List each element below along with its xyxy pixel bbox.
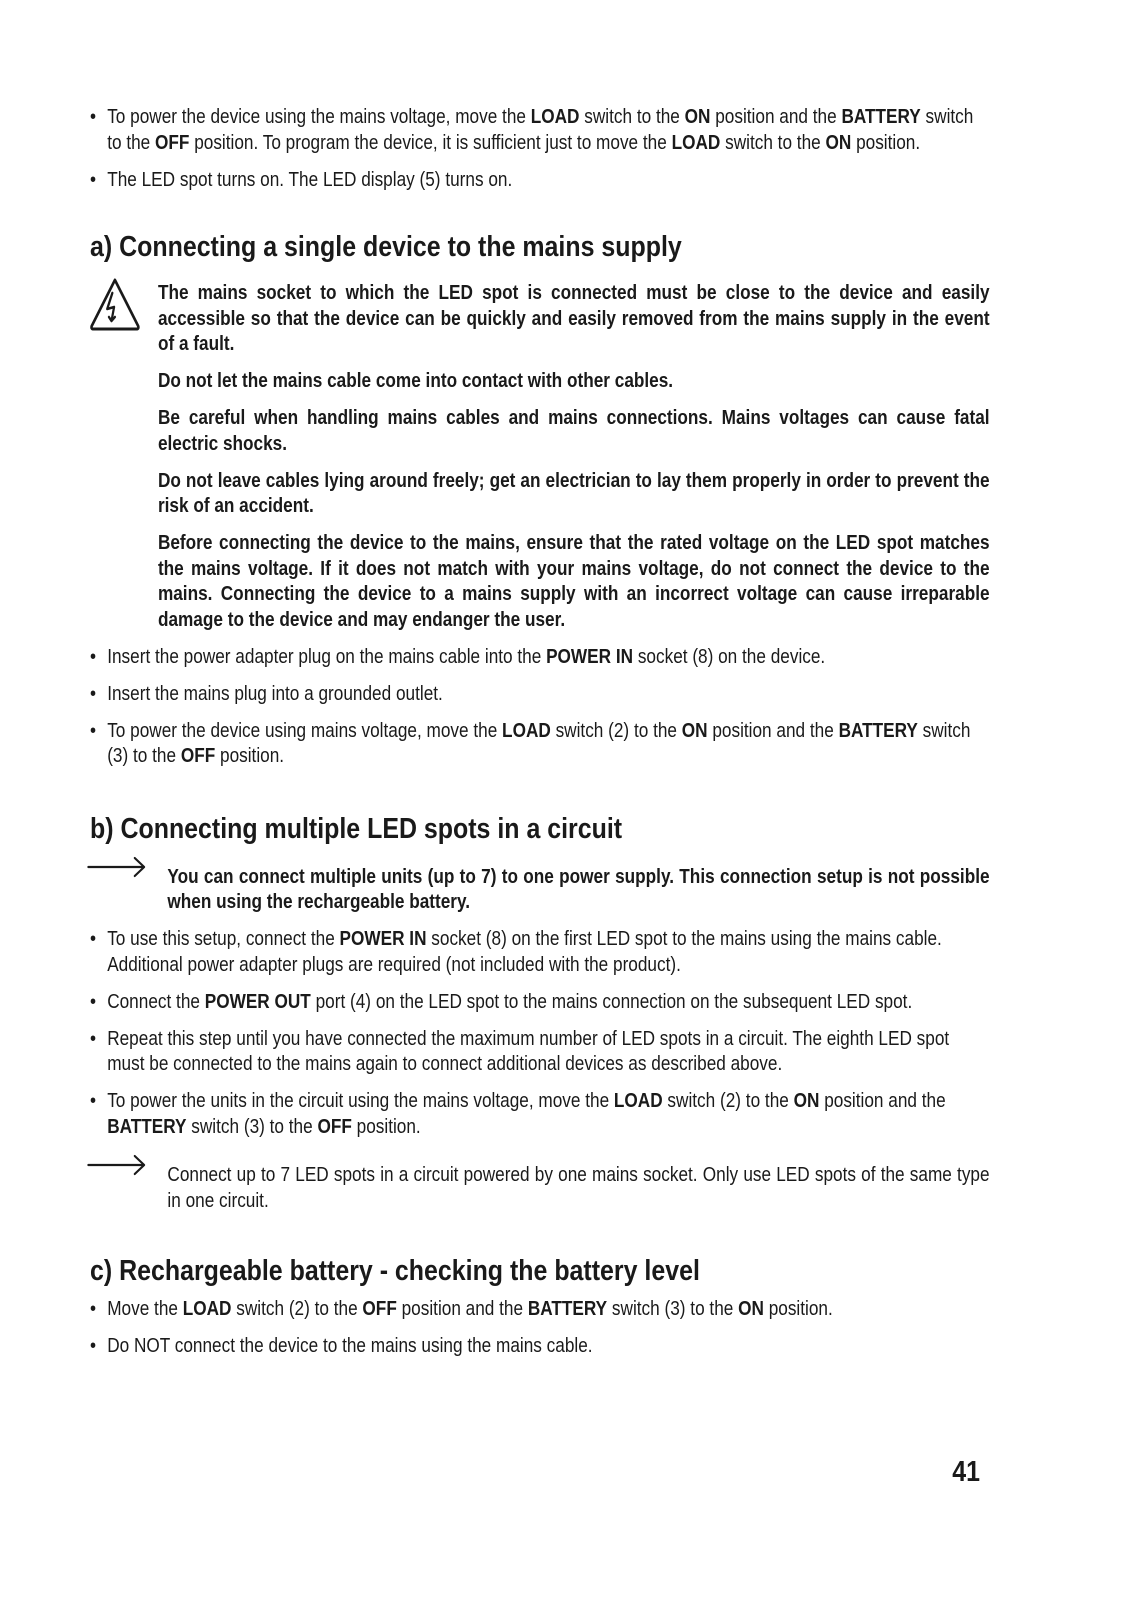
- list-item: • Insert the mains plug into a grounded outlet.: [90, 682, 990, 708]
- arrow-right-icon: [87, 1153, 147, 1177]
- section-heading-c: c) Rechargeable battery - checking the battery level: [90, 1255, 700, 1287]
- manual-page: [90, 105, 990, 1371]
- warning-text: Do not let the mains cable come into contact with other cables.: [157, 370, 674, 392]
- list-item: • To power the device using mains voltage, move the LOAD switch (2) to the ON position and the BATTERY switch (3) to the OFF position.: [90, 719, 990, 770]
- note-block: [90, 1163, 990, 1214]
- note-block: [90, 865, 990, 916]
- warning-text: Do not leave cables lying around freely; get an electrician to lay them properly in order to prevent the risk of an accident.: [157, 469, 990, 517]
- page-number: 41: [952, 1456, 980, 1488]
- note-text: You can connect multiple units (up to 7) to one power supply. This connection setup is not possible when using the rechargeable battery.: [167, 865, 990, 913]
- list-item: • Repeat this step until you have connected the maximum number of LED spots in a circuit. The eighth LED spot must be connected to the mains again to connect additional devices as described above.: [90, 1027, 990, 1078]
- list-item: • To use this setup, connect the POWER IN socket (8) on the first LED spot to the mains using the mains cable. Additional power adapter plugs are required (not included with the product).: [90, 927, 990, 978]
- list-item: • The LED spot turns on. The LED display (5) turns on.: [90, 168, 990, 194]
- warning-block: [90, 281, 990, 633]
- list-item: • Insert the power adapter plug on the mains cable into the POWER IN socket (8) on the device.: [90, 645, 990, 671]
- list-item: • Connect the POWER OUT port (4) on the LED spot to the mains connection on the subsequent LED spot.: [90, 990, 990, 1016]
- note-text: Connect up to 7 LED spots in a circuit powered by one mains socket. Only use LED spots of the same type in one circuit.: [167, 1164, 990, 1212]
- section-heading-a: a) Connecting a single device to the mains supply: [90, 231, 682, 263]
- section-heading-b: b) Connecting multiple LED spots in a circuit: [90, 812, 623, 845]
- warning-text: Before connecting the device to the mains, ensure that the rated voltage on the LED spot matches the mains voltage. If it does not match with your mains voltage, do not connect the device to the mains. Connecting the device to a mains supply with an incorrect voltage can cause irreparable damage to the device and may endanger the user.: [157, 532, 990, 631]
- warning-text: The mains socket to which the LED spot is connected must be close to the device and easily accessible so that the device can be quickly and easily removed from the mains supply in the event of a fault.: [157, 282, 990, 355]
- page-content: [90, 105, 990, 1360]
- arrow-right-icon: [87, 855, 147, 879]
- list-item: • To power the device using the mains voltage, move the LOAD switch to the ON position and the BATTERY switch to the OFF position. To program the device, it is sufficient just to move the LOAD switch to the ON position.: [90, 105, 990, 156]
- electric-hazard-icon: [88, 276, 141, 332]
- list-item: • Do NOT connect the device to the mains using the mains cable.: [90, 1334, 990, 1360]
- list-item: • To power the units in the circuit using the mains voltage, move the LOAD switch (2) to the ON position and the BATTERY switch (3) to the OFF position.: [90, 1089, 990, 1140]
- list-item: • Move the LOAD switch (2) to the OFF position and the BATTERY switch (3) to the ON position.: [90, 1297, 990, 1323]
- warning-text: Be careful when handling mains cables and mains connections. Mains voltages can cause fatal electric shocks.: [157, 407, 990, 455]
